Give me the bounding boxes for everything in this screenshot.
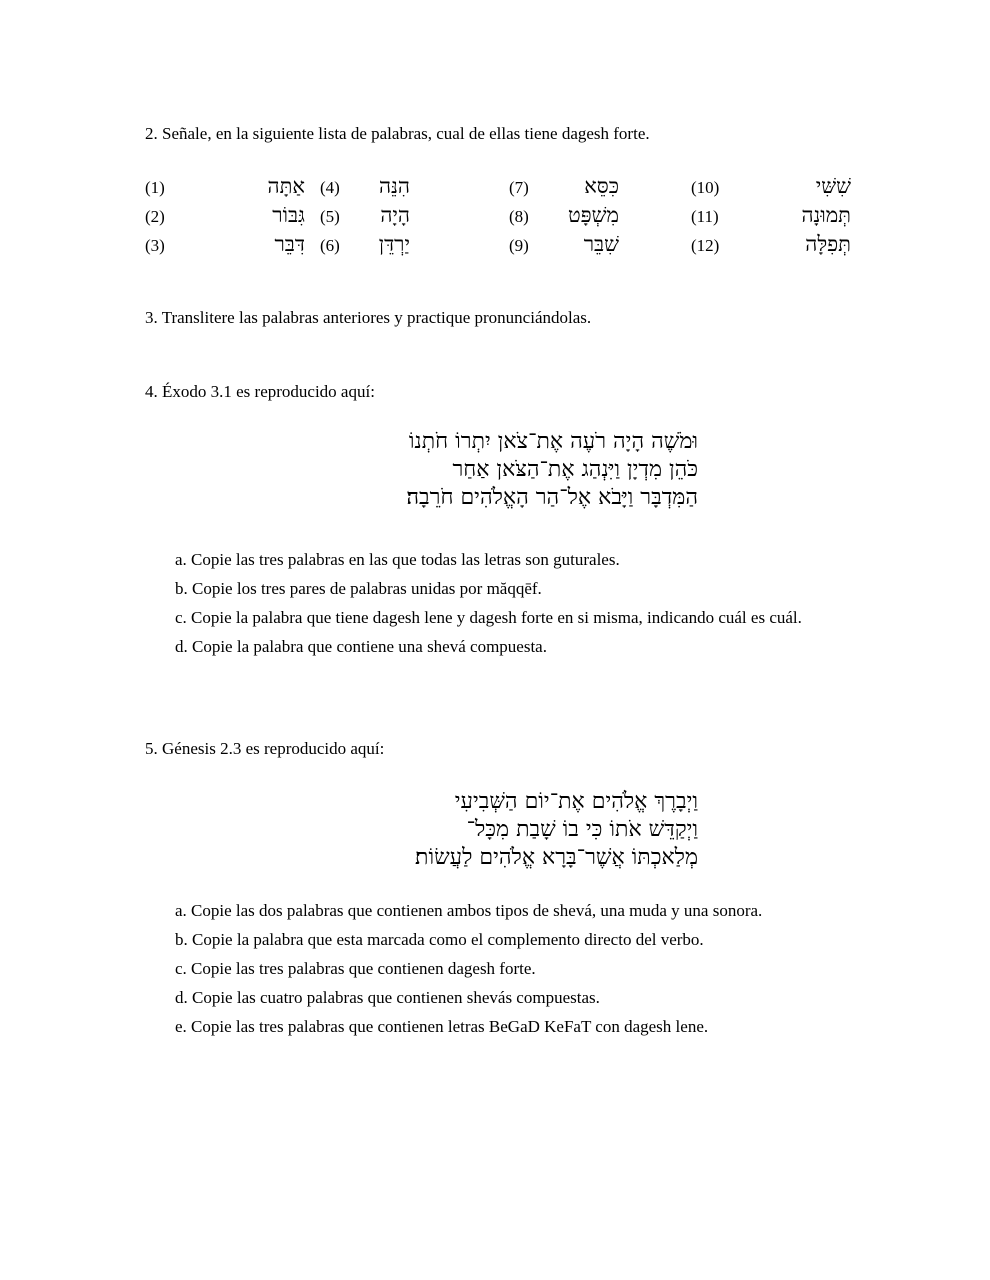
hebrew-word: יַרְדֵּן	[378, 232, 410, 256]
word-item	[691, 232, 851, 261]
hebrew-word: תְּפִלָּה	[805, 232, 851, 256]
word-item	[145, 174, 305, 203]
question-item: d. Copie las cuatro palabras que contienen shevás compuestas.	[175, 988, 600, 1007]
hebrew-word: שִׁשִּׁי	[815, 174, 851, 198]
hebrew-word: שִׁבֵּר	[583, 232, 619, 256]
question-5-prompt: 5. Génesis 2.3 es reproducido aquí:	[145, 739, 385, 758]
verse-line: וַיְבָרֶךְ אֱלֹהִים אֶת־יוֹם הַשְּׁבִיעִי	[454, 789, 698, 814]
word-item	[320, 174, 480, 203]
question-5-items	[175, 896, 875, 1041]
word-item	[145, 232, 305, 261]
hebrew-word: מִשְׁפָּט	[567, 203, 619, 227]
word-number: (5)	[320, 207, 340, 226]
word-number: (4)	[320, 178, 340, 197]
question-item: c. Copie las tres palabras que contienen dagesh forte.	[175, 959, 536, 978]
word-item	[145, 203, 305, 232]
word-item	[320, 203, 480, 232]
verse-line: וּמֹשֶׁה הָיָה רֹעֶה אֶת־צֹאן יִתְרוֹ חֹתְנוֹ	[408, 429, 698, 454]
verse-line: הַמִּדְבָּר וַיָּבֹא אֶל־הַר הָאֱלֹהִים חֹרֵבָה׃	[406, 485, 698, 510]
word-number: (3)	[145, 236, 165, 255]
question-item: a. Copie las tres palabras en las que todas las letras son guturales.	[175, 550, 620, 569]
word-item	[509, 232, 669, 261]
word-item	[509, 174, 669, 203]
word-number: (8)	[509, 207, 529, 226]
genesis-verse	[250, 788, 698, 872]
word-list-row	[145, 232, 851, 261]
word-list-row	[145, 203, 851, 232]
exodus-verse	[250, 428, 698, 512]
hebrew-word: הִנֵּה	[379, 174, 410, 198]
word-number: (12)	[691, 236, 720, 255]
word-list-row	[145, 174, 851, 203]
hebrew-word: אַתָּה	[267, 174, 305, 198]
hebrew-word: תְּמוּנָה	[801, 203, 851, 227]
verse-line: מְלַאכְתּוֹ אֲשֶׁר־בָּרָא אֱלֹהִים לַעֲשׂוֹת׃	[415, 845, 698, 870]
question-4-prompt: 4. Éxodo 3.1 es reproducido aquí:	[145, 382, 375, 401]
hebrew-word: גִּבּוֹר	[272, 203, 305, 227]
word-item	[691, 174, 851, 203]
hebrew-word: דִּבֵּר	[274, 232, 305, 256]
hebrew-word: הָיָה	[380, 203, 410, 227]
hebrew-word: כִּסֵּא	[584, 174, 619, 198]
question-item: b. Copie la palabra que esta marcada como el complemento directo del verbo.	[175, 930, 704, 949]
word-number: (9)	[509, 236, 529, 255]
word-number: (7)	[509, 178, 529, 197]
question-item: a. Copie las dos palabras que contienen ambos tipos de shevá, una muda y una sonora.	[175, 901, 763, 920]
question-item: d. Copie la palabra que contiene una shevá compuesta.	[175, 637, 547, 656]
word-number: (6)	[320, 236, 340, 255]
word-number: (1)	[145, 178, 165, 197]
question-item: c. Copie la palabra que tiene dagesh lene y dagesh forte en si misma, indicando cuál es cuál.	[175, 608, 802, 627]
word-item	[509, 203, 669, 232]
question-4-items	[175, 545, 865, 661]
verse-line: כֹּהֵן מִדְיָן וַיִּנְהַג אֶת־הַצֹּאן אַחַר	[452, 457, 698, 482]
question-2-prompt: 2. Señale, en la siguiente lista de palabras, cual de ellas tiene dagesh forte.	[145, 124, 650, 143]
word-number: (10)	[691, 178, 720, 197]
verse-line: וַיְקַדֵּשׁ אֹתוֹ כִּי בוֹ שָׁבַת מִכָּל־	[466, 817, 698, 842]
word-item	[691, 203, 851, 232]
question-item: b. Copie los tres pares de palabras unidas por măqqēf.	[175, 579, 542, 598]
word-item	[320, 232, 480, 261]
word-number: (2)	[145, 207, 165, 226]
question-item: e. Copie las tres palabras que contienen letras BeGaD KeFaT con dagesh lene.	[175, 1017, 709, 1036]
question-3-prompt: 3. Translitere las palabras anteriores y practique pronunciándolas.	[145, 308, 592, 327]
word-number: (11)	[691, 207, 719, 226]
